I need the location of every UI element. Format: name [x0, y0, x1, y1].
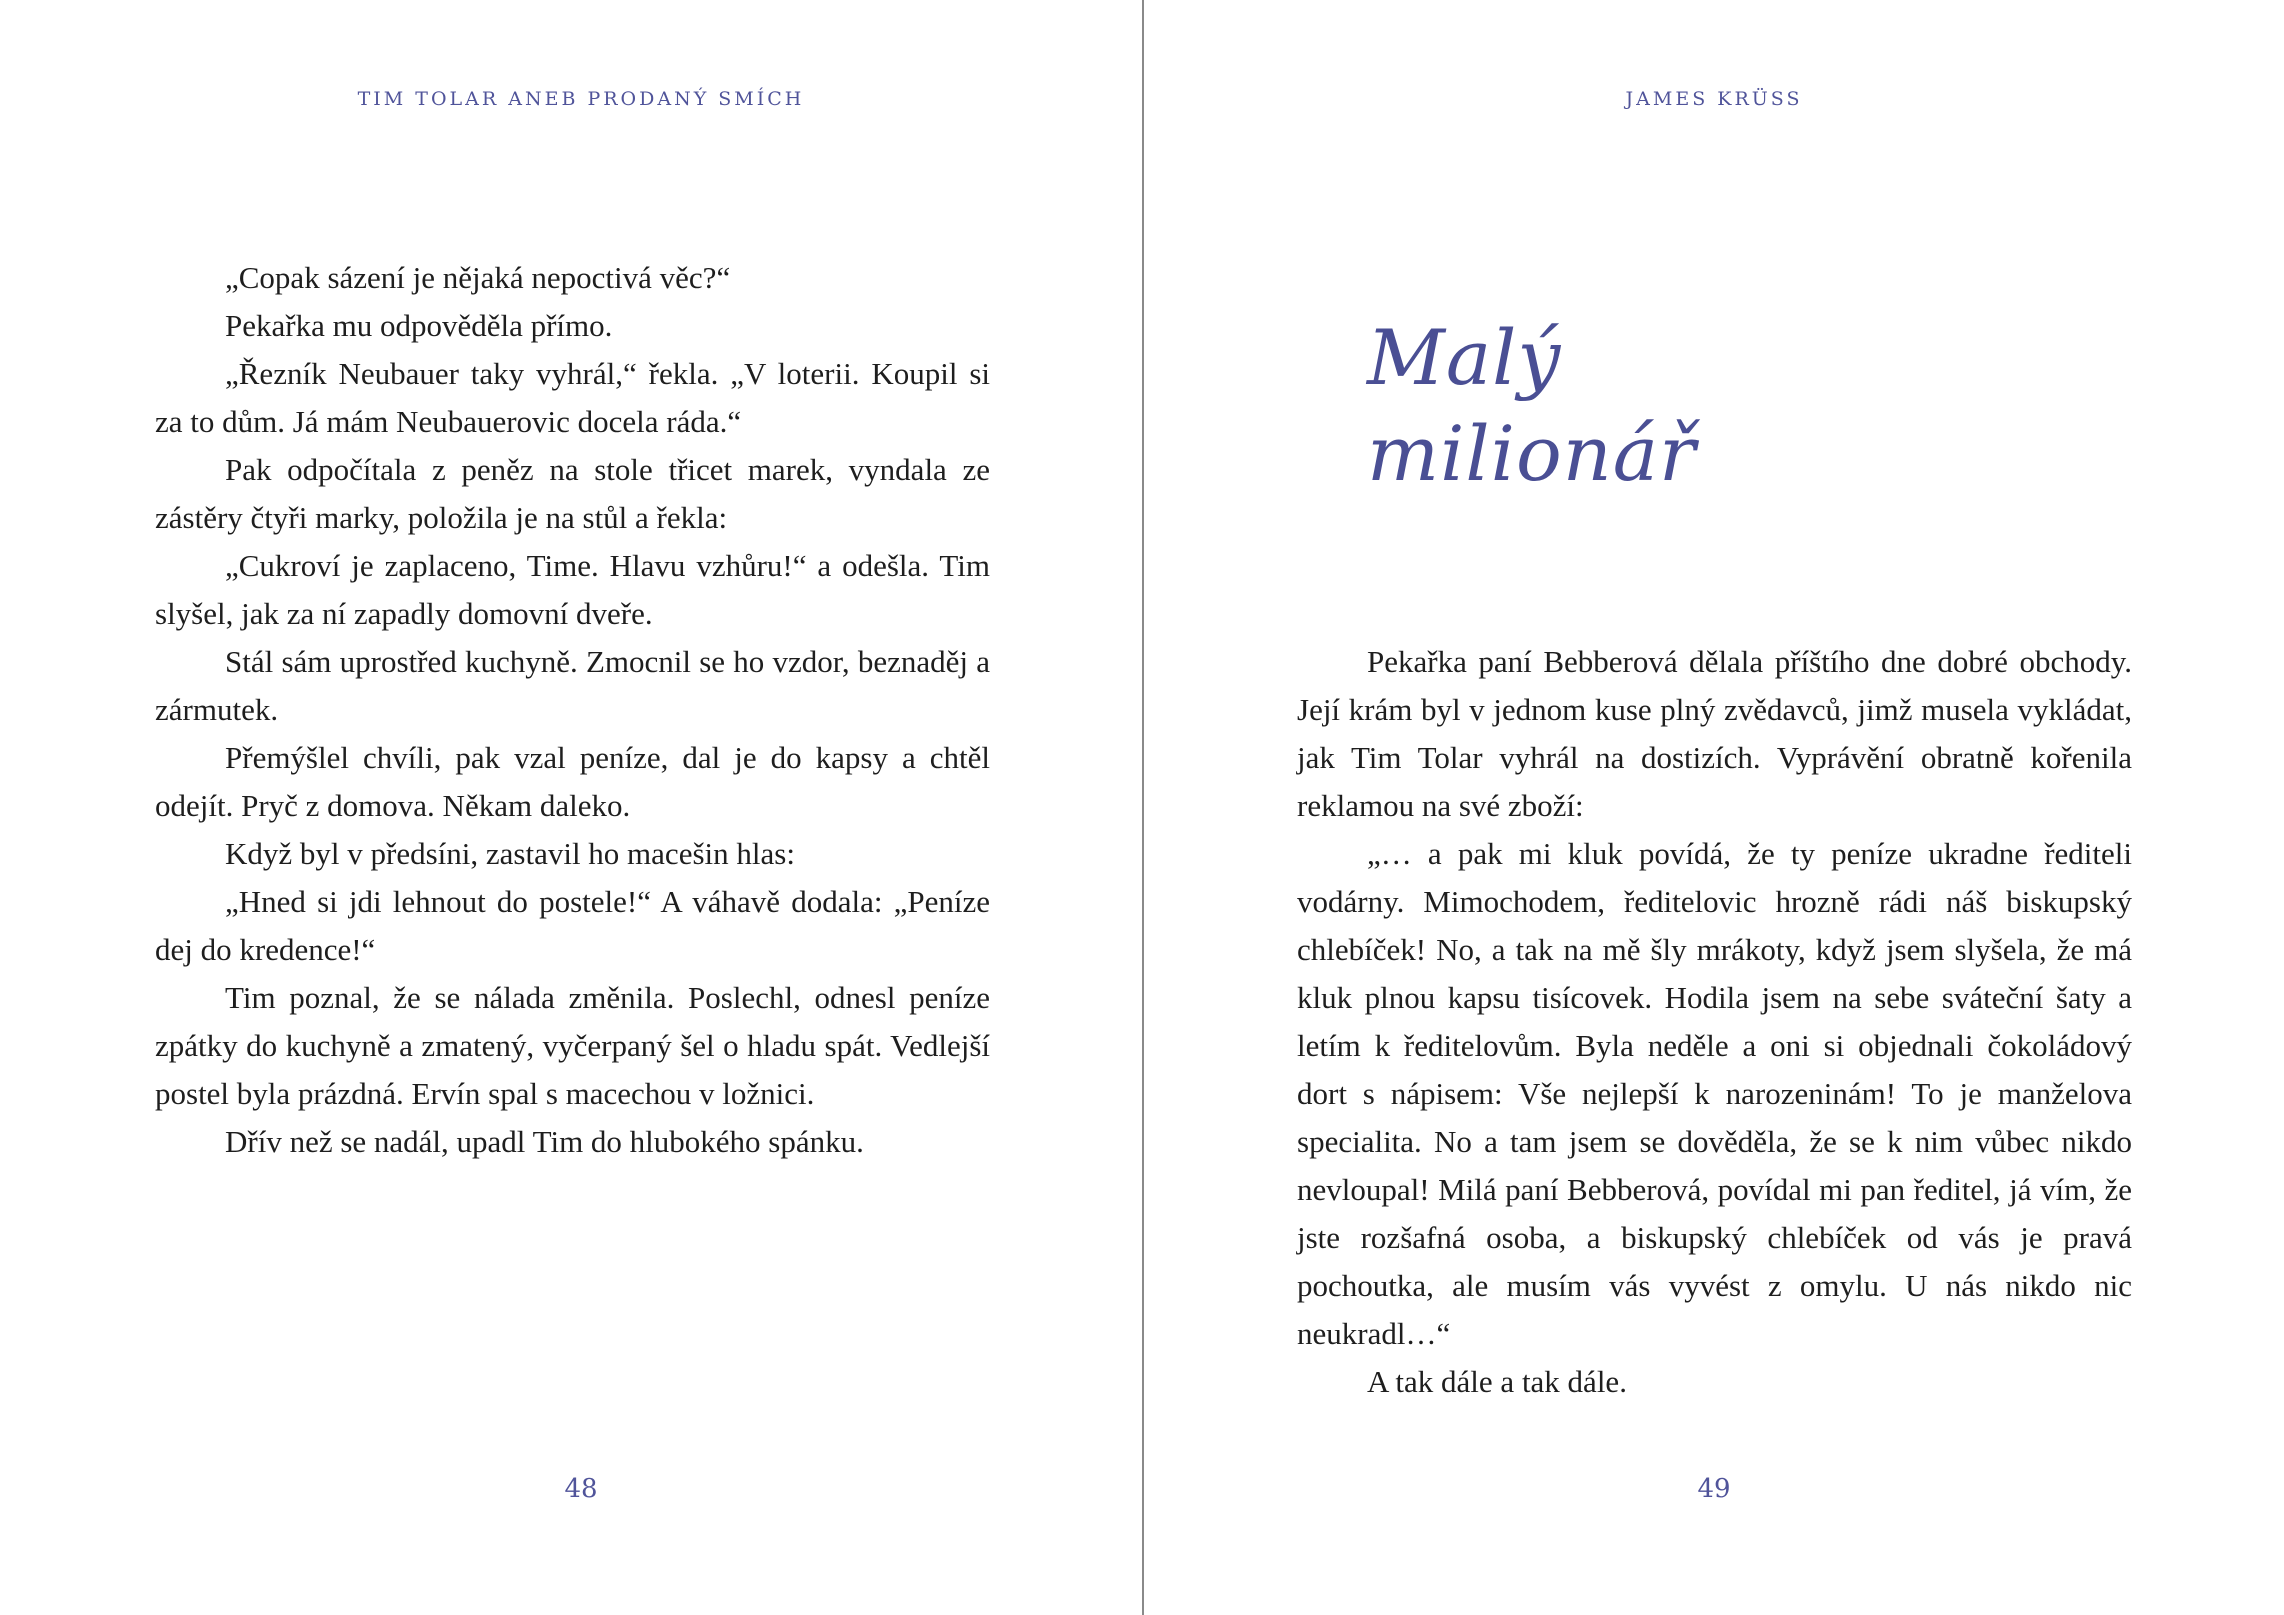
paragraph: Pekařka paní Bebberová dělala příštího dne dobré obchody. Její krám byl v jednom kuse plný zvědavců, jimž musela vykládat, jak Tim Tolar vyhrál na dostizích. Vyprávění obratně kořenila reklamou na své zboží:	[1297, 644, 2132, 823]
right-page	[1144, 0, 2284, 1615]
paragraph: Tim poznal, že se nálada změnila. Poslechl, odnesl peníze zpátky do kuchyně a zmatený, vyčerpaný šel o hladu spát. Vedlejší postel byla prázdná. Ervín spal s macechou v ložnici.	[155, 980, 990, 1111]
paragraph: „Copak sázení je nějaká nepoctivá věc?“	[225, 260, 731, 295]
paragraph: „Cukroví je zaplaceno, Time. Hlavu vzhůru!“ a odešla. Tim slyšel, jak za ní zapadly domovní dveře.	[155, 548, 990, 631]
running-head: TIM TOLAR ANEB PRODANÝ SMÍCH	[357, 88, 805, 110]
paragraph: „Řezník Neubauer taky vyhrál,“ řekla. „V loterii. Koupil si za to dům. Já mám Neubauerovic docela ráda.“	[155, 356, 990, 439]
paragraph: Dřív než se nadál, upadl Tim do hlubokého spánku.	[225, 1124, 864, 1159]
paragraph: Přemýšlel chvíli, pak vzal peníze, dal je do kapsy a chtěl odejít. Pryč z domova. Někam daleko.	[155, 740, 990, 823]
paragraph: „Hned si jdi lehnout do postele!“ A váhavě dodala: „Peníze dej do kredence!“	[155, 884, 990, 967]
page-number: 49	[1697, 1474, 1731, 1504]
chapter-title-line: Malý	[1367, 313, 1562, 402]
running-head: JAMES KRÜSS	[1625, 88, 1803, 110]
body-text	[1297, 638, 2132, 1406]
body-text	[155, 254, 990, 1166]
paragraph: Stál sám uprostřed kuchyně. Zmocnil se ho vzdor, beznaděj a zármutek.	[155, 644, 990, 727]
paragraph: Pak odpočítala z peněz na stole třicet marek, vyndala ze zástěry čtyři marky, položila je na stůl a řekla:	[155, 452, 990, 535]
chapter-title-line: milionář	[1367, 409, 1697, 498]
paragraph: Když byl v předsíni, zastavil ho macešin hlas:	[225, 836, 795, 871]
chapter-title	[1367, 310, 1696, 502]
page-number: 48	[564, 1474, 598, 1504]
paragraph: „… a pak mi kluk povídá, že ty peníze ukradne řediteli vodárny. Mimochodem, ředitelovic hrozně rádi náš biskupský chlebíček! No, a tak na mě šly mrákoty, když jsem slyšela, že má kluk plnou kapsu tisícovek. Hodila jsem na sebe sváteční šaty a letím k ředitelovům. Byla neděle a oni si objednali čokoládový dort s nápisem: Vše nejlepší k narozeninám! To je manželova specialita. No a tam jsem se dověděla, že se k nim vůbec nikdo nevloupal! Milá paní Bebberová, povídal mi pan ředitel, já vím, že jste rozšafná osoba, a biskupský chlebíček od vás je pravá pochoutka, ale musím vás vyvést z omylu. U nás nikdo nic neukradl…“	[1297, 836, 2132, 1351]
paragraph: A tak dále a tak dále.	[1367, 1364, 1627, 1399]
paragraph: Pekařka mu odpověděla přímo.	[225, 308, 613, 343]
